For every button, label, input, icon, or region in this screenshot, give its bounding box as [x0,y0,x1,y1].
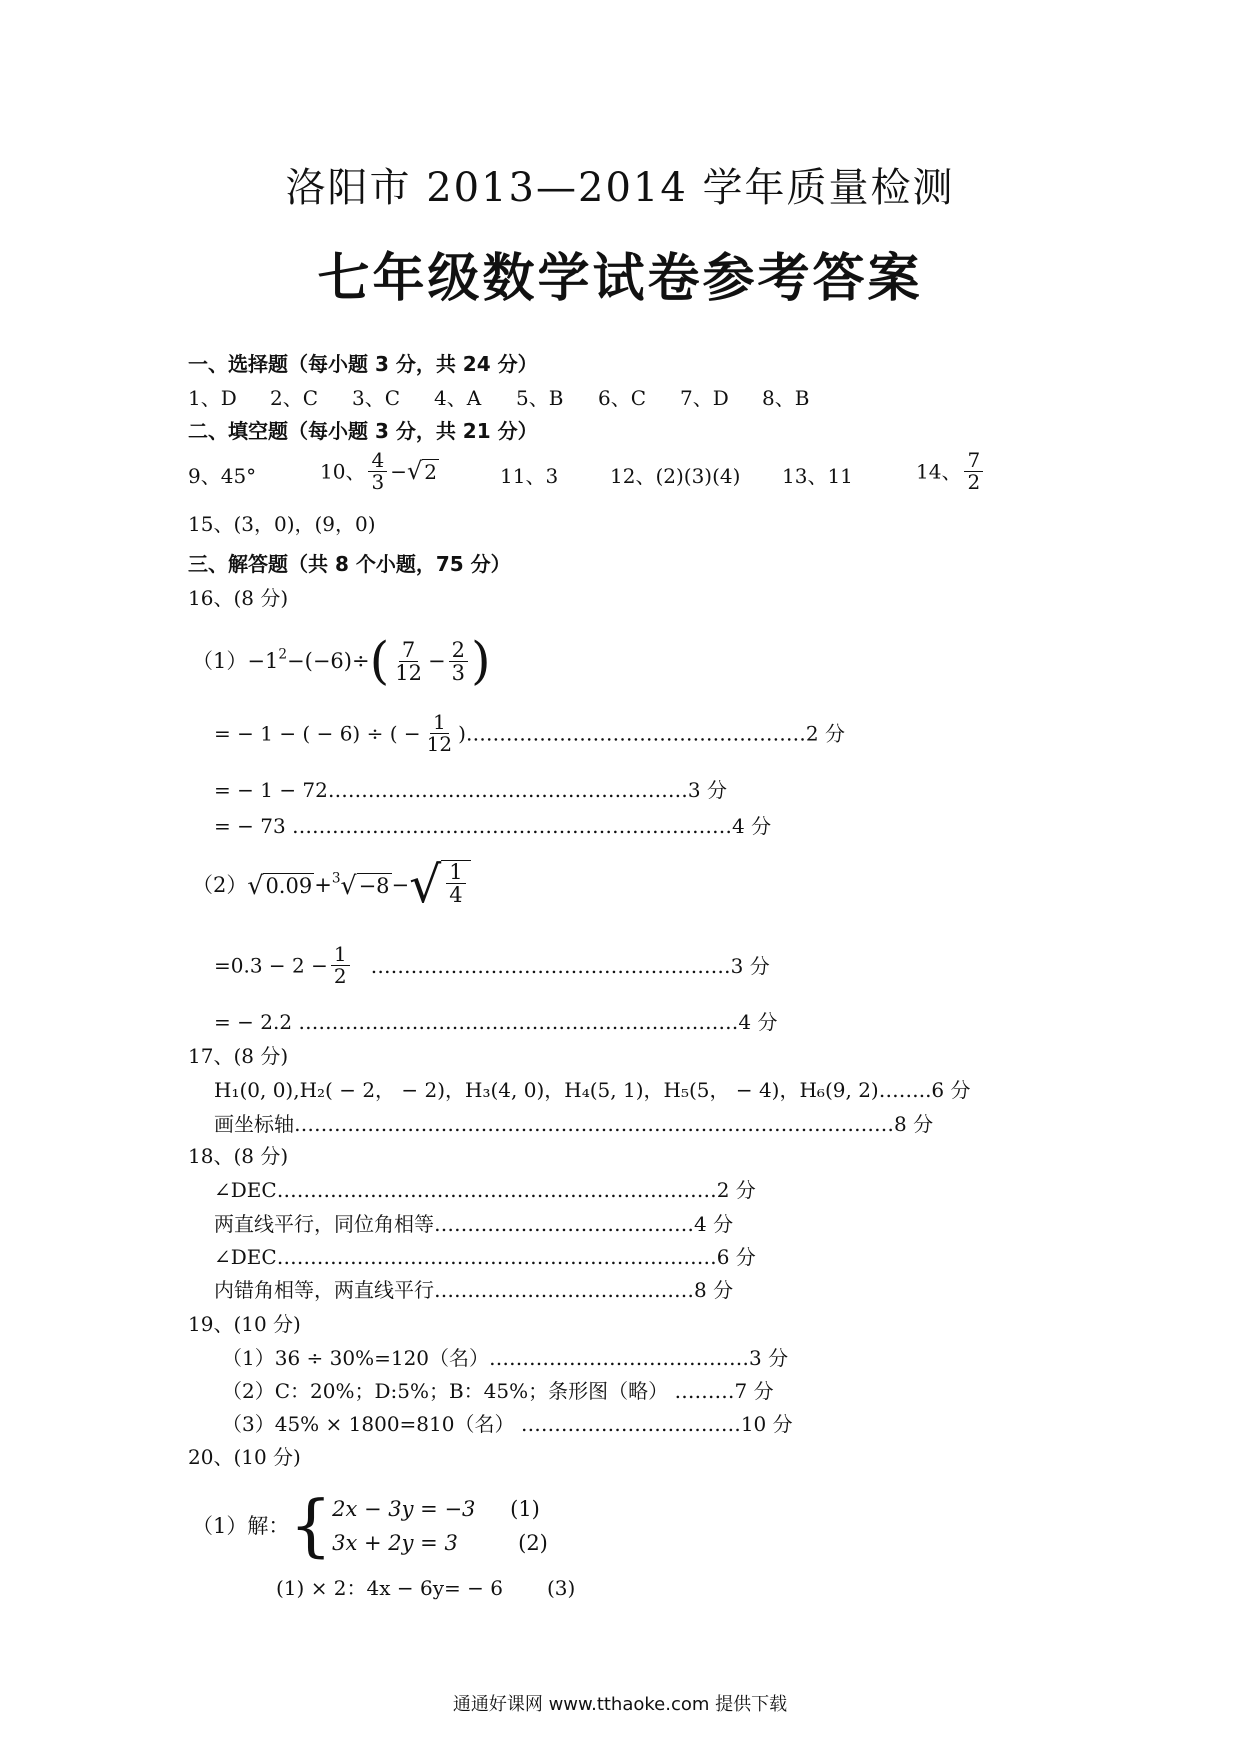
q16-p2-r1: 0.09 [265,873,313,898]
answer-5: 5、B [516,386,564,410]
answer-3: 3、C [352,386,401,410]
q12-answer: 12、(2)(3)(4) [610,464,741,488]
q16-p1-exp: 2 [278,646,288,663]
q16-p1-minus: − [427,649,446,674]
section3-heading: 三、解答题（共 8 个小题，75 分） [188,552,511,576]
q16-p2-root1: √ 0.09 [247,870,313,900]
answer-7: 7、D [680,386,729,410]
q20-system [332,1492,548,1560]
q10-root: √ 2 [406,457,437,485]
q16-p1-f1-num: 7 [399,639,418,662]
q9-answer: 9、45° [188,464,257,488]
q16-s1-num: 1 [430,712,449,734]
q16-p1-frac1 [392,639,425,684]
q16-step1 [214,712,845,755]
q16-step3: = − 73 …………………………………………………………4 分 [214,814,772,838]
section1-answers [188,386,809,410]
q19-line2: （2）C：20%；D:5%；B：45%；条形图（略） ………7 分 [222,1379,774,1403]
q16-p2-frac [446,861,465,906]
q16-p1-frac2 [449,639,468,684]
q17-line1: H₁(0, 0),H₂( − 2， − 2)，H₃(4, 0)，H₄(5, 1)，H₅(5， − 4)，H₆(9, 2)……..6 分 [214,1078,971,1102]
q10-denominator: 3 [371,470,385,494]
q18-line3: ∠DEC…………………………………………………………6 分 [214,1245,756,1269]
q20-step-tag: (3) [546,1576,576,1600]
q14-label: 14、 [916,459,962,484]
answer-2: 2、C [270,386,319,410]
q16-s1-post: )……………………………………………2 分 [458,721,845,746]
q16-part1-label: （1） [192,649,248,674]
q16-p1-f1-den: 12 [395,660,422,685]
q20-label: 20、(10 分) [188,1445,301,1469]
q19-line3: （3）45% × 1800=810（名） ……………………………10 分 [222,1412,793,1436]
q13-answer: 13、11 [782,464,853,488]
q15-answer: 15、(3，0)，(9，0) [188,512,376,536]
q16-p2-num: 1 [446,861,465,884]
q14-numerator: 7 [964,450,983,472]
q18-label: 18、(8 分) [188,1144,289,1168]
q16-s1-frac [424,712,455,755]
q17-line2: 画坐标轴………………………………………………………………………………8 分 [214,1112,934,1136]
q20-eq1-row [332,1492,548,1526]
q18-line4: 内错角相等，两直线平行…………………………………8 分 [214,1278,734,1302]
q16-part2-expression [192,855,471,914]
q16-step4 [214,944,770,987]
q16-p2-den: 4 [449,883,463,908]
q16-p2-root3: √ $\frac{1}{4}$ [409,860,470,910]
answer-6: 6、C [598,386,647,410]
answer-8: 8、B [762,386,810,410]
q17-label: 17、(8 分) [188,1044,289,1068]
section1-heading: 一、选择题（每小题 3 分，共 24 分） [188,352,538,376]
q19-line1: （1）36 ÷ 30%=120（名）…………………………………3 分 [222,1346,789,1370]
q16-t1-num: 1 [331,944,350,966]
q16-t1-frac [331,944,350,987]
q14-denominator: 2 [967,470,981,494]
q10-answer [320,450,439,493]
q16-label: 16、(8 分) [188,586,289,610]
q16-step2: = − 1 − 72………………………………………………3 分 [214,778,727,802]
q16-s1-pre: = − 1 − ( − 6) ÷ ( − [214,721,421,746]
q20-eq1-tag: (1) [510,1497,540,1521]
q20-eq1: 2x − 3y = −3 [332,1497,476,1521]
q16-s1-den: 12 [426,732,453,756]
q16-p1-f2-den: 3 [451,660,465,685]
q20-eq2-row [332,1526,548,1560]
answer-1: 1、D [188,386,237,410]
q14-fraction [964,450,983,493]
q16-p1-b: −(−6)÷ [287,649,370,674]
q18-line1: ∠DEC…………………………………………………………2 分 [214,1178,756,1202]
q14-answer [916,450,986,493]
q20-part1-label: （1）解： [192,1514,290,1538]
q20-eq2: 3x + 2y = 3 [332,1531,458,1555]
footer-text: 通通好课网 www.tthaoke.com 提供下载 [452,1694,788,1715]
q16-step5: = − 2.2 …………………………………………………………4 分 [214,1010,778,1034]
q16-p1-f2-num: 2 [449,639,468,662]
title-line-1: 洛阳市 2013—2014 学年质量检测 [285,165,955,211]
section2-heading: 二、填空题（每小题 3 分，共 21 分） [188,419,538,443]
q19-label: 19、(10 分) [188,1312,301,1336]
q11-answer: 11、3 [500,464,559,488]
q16-part1-expression: $(1)-1^2-(-6)\div$( $\frac{7}{12}$ − $\frac{2}{3}$ ) [192,631,491,690]
q16-t1-pre: =0.3 − 2 − [214,953,328,978]
q10-label: 10、 [320,459,366,484]
q16-p2-r2: −8 [358,873,390,898]
q10-fraction [368,450,387,493]
title-line-2: 七年级数学试卷参考答案 [317,249,923,309]
q20-eq2-tag: (2) [518,1531,548,1555]
q10-radicand: 2 [424,460,437,484]
q16-p2-minus: − [391,873,410,898]
q16-p2-root2: √ −8 [340,870,390,900]
q10-numerator: 4 [368,450,387,472]
q20-step [276,1576,575,1600]
q10-minus: − [390,459,407,484]
q20-step-expr: (1) × 2：4x − 6y= − 6 [276,1576,503,1600]
answer-4: 4、A [434,386,482,410]
q18-line2: 两直线平行，同位角相等…………………………………4 分 [214,1212,734,1236]
q16-p2-plus: + [314,873,332,898]
q16-p1-a: −1 [247,649,279,674]
q16-t1-post: ………………………………………………3 分 [370,953,770,978]
q16-part2-label: （2） [192,873,248,898]
q20-equation-system: （1）解：{ 2x − 3y = −3 (1) 3x + 2y = 3 (2) [192,1486,548,1565]
q16-p2-index: 3 [331,870,341,887]
q16-t1-den: 2 [333,964,347,988]
